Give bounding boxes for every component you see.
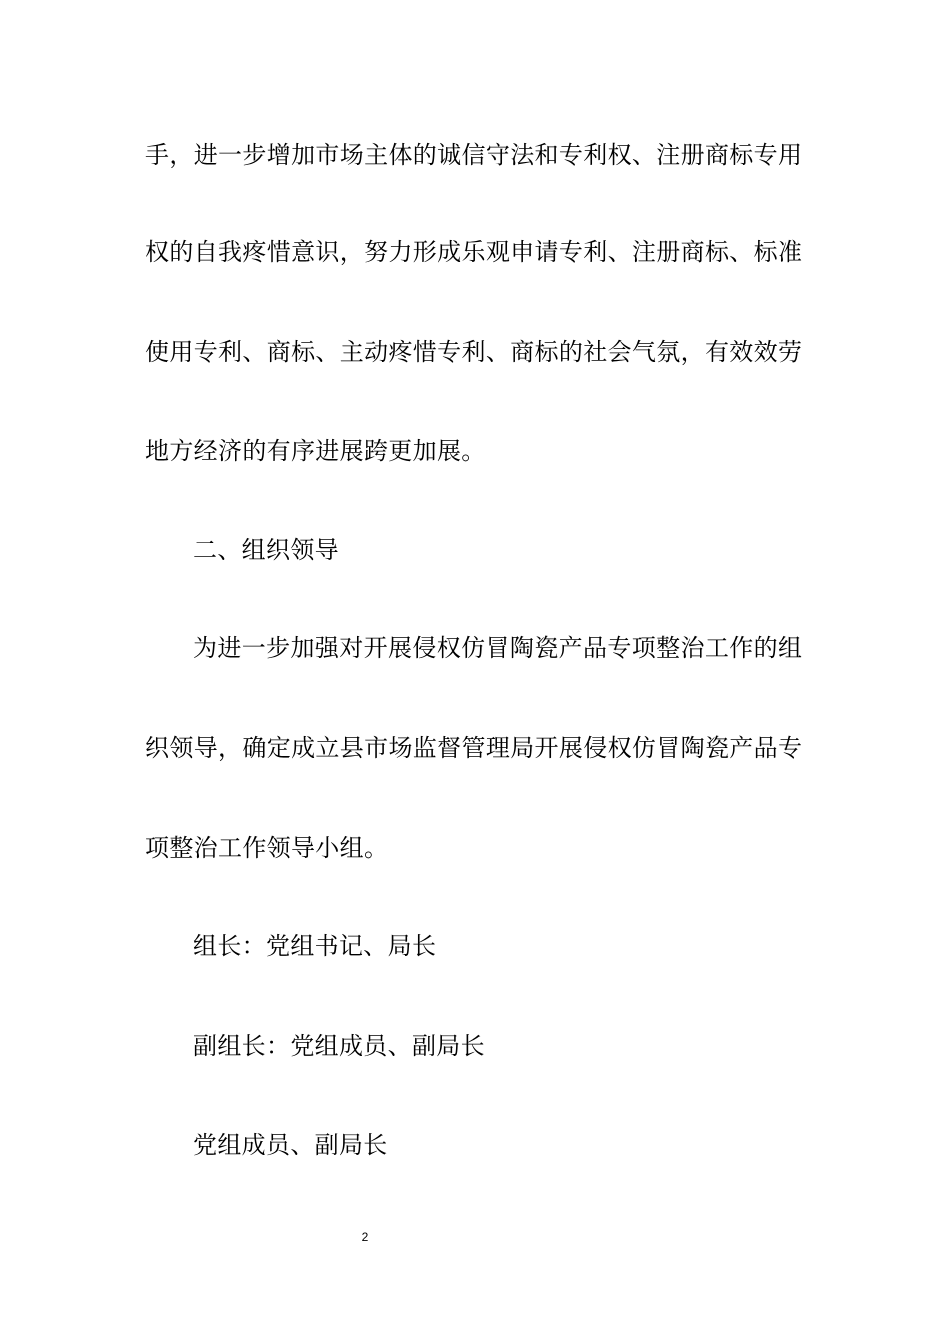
paragraph-line: 手，进一步增加市场主体的诚信守法和专利权、注册商标专用: [145, 141, 802, 169]
paragraph-line: 使用专利、商标、主动疼惜专利、商标的社会气氛，有效效劳: [145, 338, 802, 366]
page-number: 2: [361, 1230, 369, 1244]
paragraph-line: 织领导，确定成立县市场监督管理局开展侵权仿冒陶瓷产品专: [145, 734, 802, 762]
leader-line: 组长：党组书记、局长: [193, 932, 437, 960]
section-heading: 二、组织领导: [193, 536, 339, 564]
paragraph-line: 权的自我疼惜意识，努力形成乐观申请专利、注册商标、标准: [145, 238, 802, 266]
paragraph-line: 项整治工作领导小组。: [145, 834, 389, 862]
paragraph-line: 地方经济的有序进展跨更加展。: [145, 437, 486, 465]
paragraph-line: 为进一步加强对开展侵权仿冒陶瓷产品专项整治工作的组: [193, 634, 802, 662]
member-line: 党组成员、副局长: [193, 1131, 388, 1159]
deputy-leader-line: 副组长：党组成员、副局长: [193, 1032, 485, 1060]
